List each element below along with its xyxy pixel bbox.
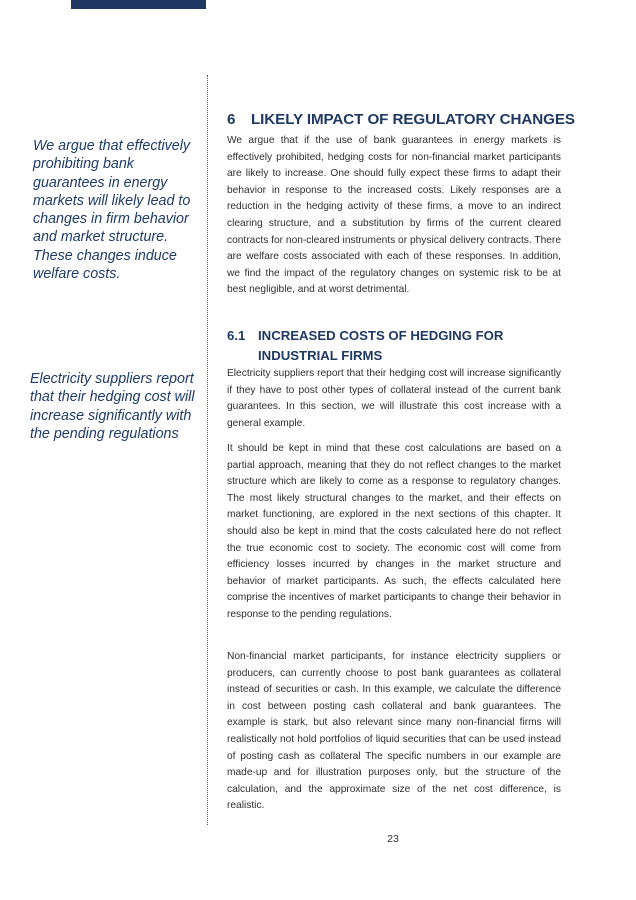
section-number: 6	[227, 111, 236, 128]
sidebar-note-welfare: We argue that effectively prohibiting bank guarantees in energy markets will likely lead to changes in firm behavior and market structure. These changes induce welfare costs.	[33, 138, 191, 283]
section-intro-paragraph: We argue that if the use of bank guarantees in energy markets is effectively prohibited, hedging costs for non-financial market participants are likely to increase. One should fully expect these firms to adapt their behavior in response to the increased costs. Likely responses are a reduction in the hedging activity of these firms, a move to an indirect clearing structure, and a substitution by firms of the current cleared contracts for non-cleared instruments or physical delivery contracts. There are welfare costs associated with each of these responses. In addition, we find the impact of the regulatory changes on systemic risk to be at best negligible, and at worst detrimental.	[227, 135, 561, 296]
body-paragraph-2: It should be kept in mind that these cost calculations are based on a partial approach, meaning that they do not reflect changes to the market structure which are likely to come as a response to regulatory changes. The most likely structural changes to the market, and their effects on market functioning, are explored in the next sections of this chapter. It should also be kept in mind that the costs calculated here do not reflect the true economic cost to society. The economic cost will come from efficiency losses incurred by changes in the market structure and behavior of market participants. As such, the effects calculated here comprise the incentives of market participants to change their behavior in response to the pending regulations.	[227, 443, 561, 620]
body-paragraph-1: Electricity suppliers report that their hedging cost will increase significantly if they have to post other types of collateral instead of the current bank guarantees. In this section, we will illustrate this cost increase with a general example.	[227, 368, 561, 429]
page-number: 23	[387, 833, 399, 845]
body-paragraph-3: Non-financial market participants, for instance electricity suppliers or producers, can currently choose to post bank guarantees as collateral instead of securities or cash. In this example, we calculate the difference in cost between posting cash collateral and bank guarantees. The example is stark, but also relevant since many non-financial firms will realistically not hold portfolios of liquid securities that can be used instead of posting cash as collateral The specific numbers in our example are made-up and for illustration purposes only, but the structure of the calculation, and the approximate size of the net cost difference, is realistic.	[227, 651, 561, 812]
section-heading	[227, 111, 575, 128]
sidebar-note-hedging: Electricity suppliers report that their hedging cost will increase significantly with the pending regulations	[30, 371, 195, 442]
subsection-title-line-2: INDUSTRIAL FIRMS	[258, 348, 383, 363]
header-color-bar	[71, 0, 206, 9]
column-divider	[207, 75, 208, 825]
subsection-number: 6.1	[227, 328, 246, 343]
section-title: LIKELY IMPACT OF REGULATORY CHANGES	[251, 111, 575, 128]
subsection-title-line-1: INCREASED COSTS OF HEDGING FOR	[258, 328, 504, 343]
